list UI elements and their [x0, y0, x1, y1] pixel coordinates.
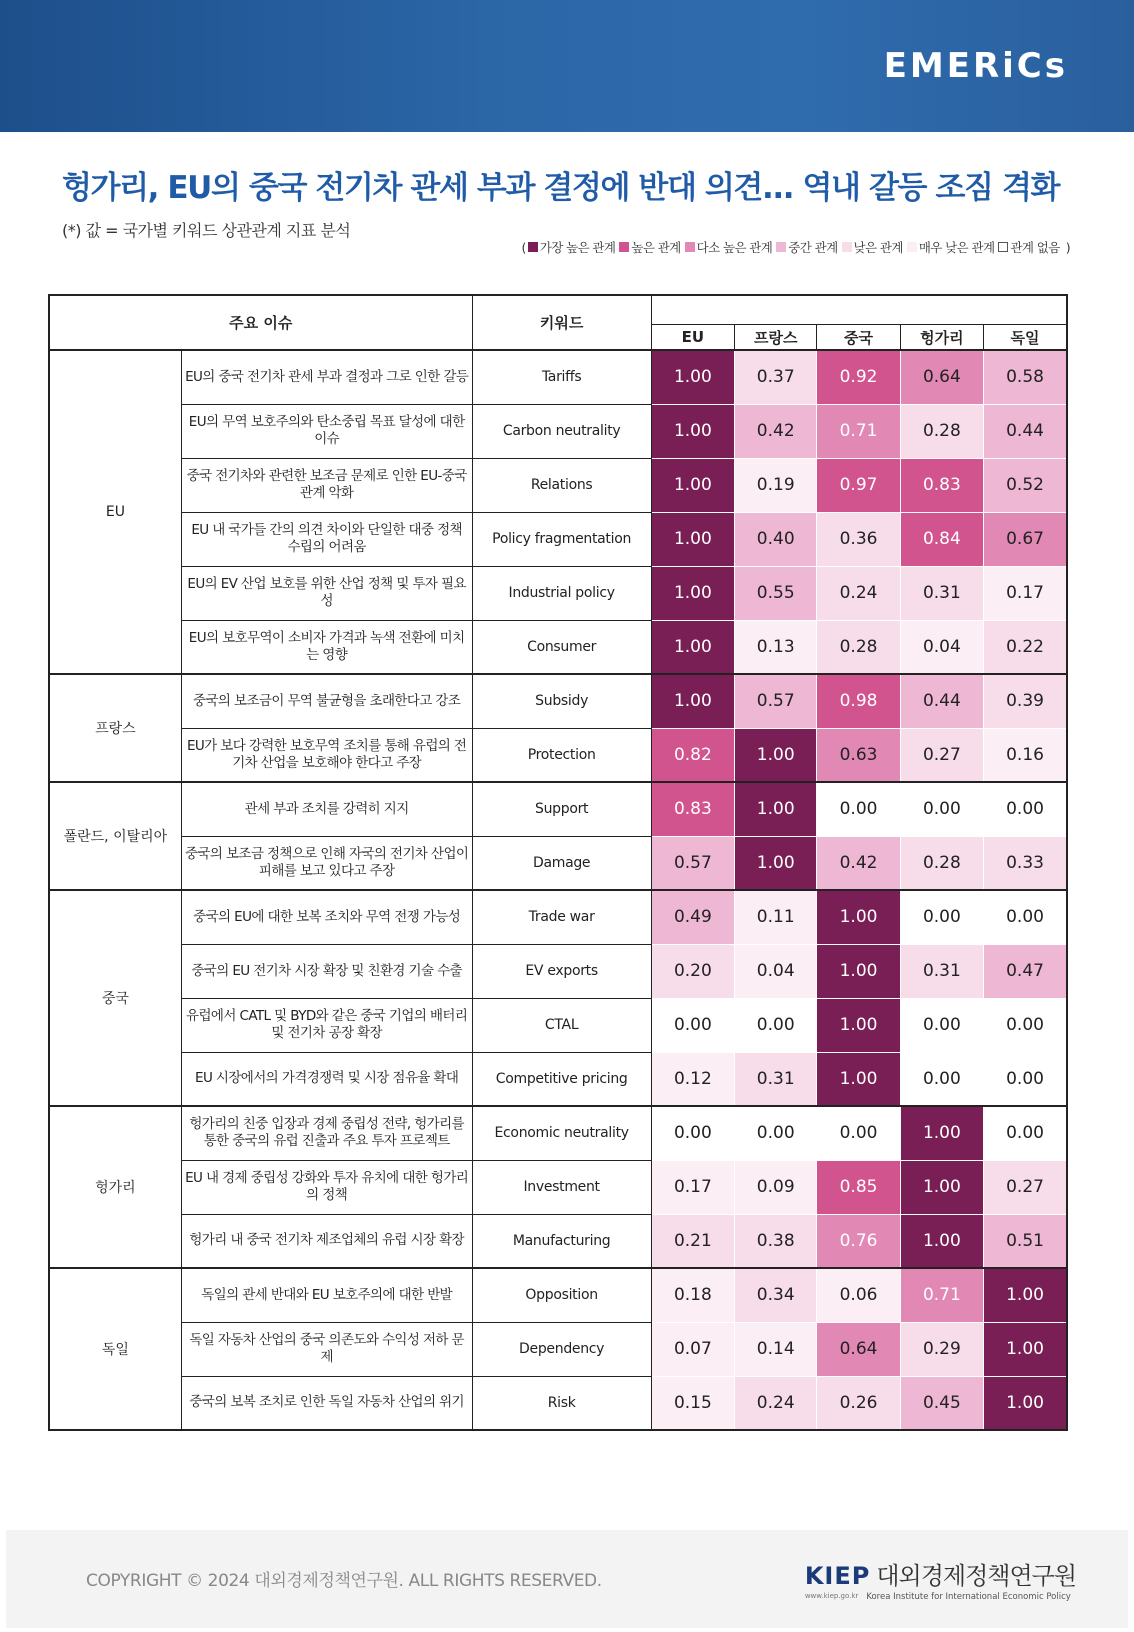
- heatmap-cell: 0.00: [817, 782, 900, 836]
- table-row: [49, 1376, 1067, 1430]
- header-country: 중국: [817, 325, 900, 351]
- heatmap-cell: 0.12: [651, 1052, 734, 1106]
- issue-cell: EU의 EV 산업 보호를 위한 산업 정책 및 투자 필요성: [181, 566, 472, 620]
- heatmap-cell: 0.64: [900, 350, 983, 404]
- heatmap-cell: 0.97: [817, 458, 900, 512]
- heatmap-cell: 0.00: [984, 890, 1067, 944]
- group-label: 폴란드, 이탈리아: [49, 782, 181, 890]
- heatmap-cell: 1.00: [735, 728, 817, 782]
- issue-cell: 중국의 EU 전기차 시장 확장 및 친환경 기술 수출: [181, 944, 472, 998]
- group-label: 독일: [49, 1268, 181, 1430]
- heatmap-cell: 1.00: [984, 1322, 1067, 1376]
- heatmap-cell: 0.31: [900, 566, 983, 620]
- heatmap-cell: 0.14: [735, 1322, 817, 1376]
- keyword-cell: Relations: [472, 458, 651, 512]
- table-row: [49, 782, 1067, 836]
- heatmap-cell: 0.83: [651, 782, 734, 836]
- legend: [519, 238, 1072, 256]
- heatmap-cell: 0.00: [984, 1106, 1067, 1160]
- heatmap-cell: 0.57: [651, 836, 734, 890]
- heatmap-cell: 0.98: [817, 674, 900, 728]
- heatmap-cell: 0.55: [735, 566, 817, 620]
- legend-item: [528, 238, 616, 256]
- legend-swatch: [907, 242, 917, 252]
- heatmap-cell: 1.00: [817, 890, 900, 944]
- heatmap-cell: 1.00: [651, 350, 734, 404]
- heatmap-cell: 1.00: [817, 944, 900, 998]
- heatmap-cell: 0.58: [984, 350, 1067, 404]
- heatmap-cell: 0.00: [900, 1052, 983, 1106]
- heatmap-cell: 0.26: [817, 1376, 900, 1430]
- heatmap-cell: 0.92: [817, 350, 900, 404]
- heatmap-cell: 0.00: [900, 890, 983, 944]
- issue-cell: 중국의 EU에 대한 보복 조치와 무역 전쟁 가능성: [181, 890, 472, 944]
- page-title: 헝가리, EU의 중국 전기차 관세 부과 결정에 반대 의견... 역내 갈등 조짐 격화: [62, 170, 1060, 206]
- legend-swatch: [776, 242, 786, 252]
- heatmap-cell: 0.15: [651, 1376, 734, 1430]
- heatmap-cell: 0.11: [735, 890, 817, 944]
- heatmap-cell: 0.45: [900, 1376, 983, 1430]
- kiep-logo: KIEP: [804, 1562, 871, 1590]
- heatmap-cell: 0.06: [817, 1268, 900, 1322]
- heatmap-cell: 0.13: [735, 620, 817, 674]
- issue-cell: 관세 부과 조치를 강력히 지지: [181, 782, 472, 836]
- heatmap-cell: 0.36: [817, 512, 900, 566]
- legend-swatch: [998, 242, 1008, 252]
- table-row: [49, 350, 1067, 404]
- heatmap-cell: 0.83: [900, 458, 983, 512]
- heatmap-cell: 0.04: [900, 620, 983, 674]
- table-row: [49, 1268, 1067, 1322]
- group-label: 헝가리: [49, 1106, 181, 1268]
- heatmap-cell: 0.00: [984, 782, 1067, 836]
- heatmap-cell: 0.17: [651, 1160, 734, 1214]
- heatmap-cell: 0.27: [900, 728, 983, 782]
- copyright-text: COPYRIGHT © 2024 대외경제정책연구원. ALL RIGHTS RESERVED.: [86, 1571, 602, 1591]
- legend-label: 낮은 관계: [853, 240, 903, 255]
- heatmap-cell: 0.00: [735, 1106, 817, 1160]
- table-row: [49, 890, 1067, 944]
- header-country: 프랑스: [735, 325, 817, 351]
- heatmap-cell: 0.39: [984, 674, 1067, 728]
- legend-swatch: [528, 242, 538, 252]
- keyword-cell: Carbon neutrality: [472, 404, 651, 458]
- heatmap-cell: 0.00: [984, 1052, 1067, 1106]
- heatmap-cell: 0.28: [900, 404, 983, 458]
- legend-items: [528, 238, 1064, 256]
- header-keyword: 키워드: [472, 295, 651, 350]
- heatmap-cell: 1.00: [651, 620, 734, 674]
- legend-item: [619, 238, 680, 256]
- issue-cell: 독일의 관세 반대와 EU 보호주의에 대한 반발: [181, 1268, 472, 1322]
- table-row: [49, 728, 1067, 782]
- heatmap-cell: 0.28: [900, 836, 983, 890]
- heatmap-cell: 0.00: [900, 998, 983, 1052]
- group-label: 중국: [49, 890, 181, 1106]
- heatmap-cell: 0.42: [735, 404, 817, 458]
- issue-cell: EU 시장에서의 가격경쟁력 및 시장 점유율 확대: [181, 1052, 472, 1106]
- table-row: [49, 512, 1067, 566]
- header-main-issue: 주요 이슈: [49, 295, 472, 350]
- issue-cell: 유럽에서 CATL 및 BYD와 같은 중국 기업의 배터리 및 전기차 공장 확장: [181, 998, 472, 1052]
- heatmap-cell: 1.00: [651, 674, 734, 728]
- legend-label: 가장 높은 관계: [539, 240, 616, 255]
- heatmap-cell: 0.04: [735, 944, 817, 998]
- heatmap-cell: 0.57: [735, 674, 817, 728]
- legend-item: [842, 238, 903, 256]
- issue-cell: 중국의 보복 조치로 인한 독일 자동차 산업의 위기: [181, 1376, 472, 1430]
- legend-label: 매우 낮은 관계: [918, 240, 995, 255]
- heatmap-cell: 0.67: [984, 512, 1067, 566]
- heatmap-cell: 1.00: [984, 1268, 1067, 1322]
- legend-label: 중간 관계: [788, 240, 838, 255]
- table-row: [49, 836, 1067, 890]
- emerics-logo: EMERiCs: [883, 46, 1068, 86]
- heatmap-cell: 0.09: [735, 1160, 817, 1214]
- heatmap-cell: 0.19: [735, 458, 817, 512]
- heatmap-cell: 1.00: [735, 836, 817, 890]
- keyword-cell: Trade war: [472, 890, 651, 944]
- heatmap-cell: 0.07: [651, 1322, 734, 1376]
- heatmap-cell: 0.00: [651, 1106, 734, 1160]
- heatmap-cell: 0.51: [984, 1214, 1067, 1268]
- keyword-cell: Manufacturing: [472, 1214, 651, 1268]
- table-row: [49, 458, 1067, 512]
- heatmap-cell: 0.71: [900, 1268, 983, 1322]
- heatmap-cell: 0.52: [984, 458, 1067, 512]
- issue-cell: 중국의 보조금 정책으로 인해 자국의 전기차 산업이 피해를 보고 있다고 주장: [181, 836, 472, 890]
- heatmap-cell: 0.18: [651, 1268, 734, 1322]
- heatmap-cell: 0.00: [984, 998, 1067, 1052]
- heatmap-cell: 0.44: [984, 404, 1067, 458]
- header-country: EU: [651, 325, 734, 351]
- heatmap-cell: 0.16: [984, 728, 1067, 782]
- heatmap-cell: 0.47: [984, 944, 1067, 998]
- group-label: EU: [49, 350, 181, 674]
- heatmap-cell: 1.00: [900, 1160, 983, 1214]
- heatmap-cell: 0.84: [900, 512, 983, 566]
- heatmap-cell: 0.31: [735, 1052, 817, 1106]
- heatmap-cell: 0.42: [817, 836, 900, 890]
- issue-cell: EU의 무역 보호주의와 탄소중립 목표 달성에 대한 이슈: [181, 404, 472, 458]
- issue-cell: 헝가리의 친중 입장과 경제 중립성 전략, 헝가리를 통한 중국의 유럽 진출과 주요 투자 프로젝트: [181, 1106, 472, 1160]
- issue-cell: 헝가리 내 중국 전기차 제조업체의 유럽 시장 확장: [181, 1214, 472, 1268]
- heatmap-cell: 0.38: [735, 1214, 817, 1268]
- keyword-cell: Tariffs: [472, 350, 651, 404]
- heatmap-cell: 0.22: [984, 620, 1067, 674]
- keyword-cell: Policy fragmentation: [472, 512, 651, 566]
- group-label: 프랑스: [49, 674, 181, 782]
- keyword-cell: Dependency: [472, 1322, 651, 1376]
- heatmap-cell: 0.64: [817, 1322, 900, 1376]
- keyword-cell: EV exports: [472, 944, 651, 998]
- legend-item: [998, 238, 1059, 256]
- heatmap-cell: 1.00: [651, 404, 734, 458]
- subtitle-note: (*) 값 = 국가별 키워드 상관관계 지표 분석: [62, 221, 351, 240]
- legend-label: 다소 높은 관계: [696, 240, 773, 255]
- keyword-cell: Risk: [472, 1376, 651, 1430]
- legend-swatch: [842, 242, 852, 252]
- table-row: [49, 1052, 1067, 1106]
- legend-swatch: [685, 242, 695, 252]
- heatmap-cell: 0.76: [817, 1214, 900, 1268]
- heatmap-cell: 0.17: [984, 566, 1067, 620]
- keyword-cell: Opposition: [472, 1268, 651, 1322]
- heatmap-cell: 0.40: [735, 512, 817, 566]
- kiep-english-name: Korea Institute for International Economic Policy: [866, 1592, 1071, 1602]
- legend-item: [685, 238, 773, 256]
- issue-cell: 중국 전기차와 관련한 보조금 문제로 인한 EU-중국 관계 악화: [181, 458, 472, 512]
- legend-swatch: [619, 242, 629, 252]
- legend-close-paren: ): [1065, 239, 1070, 255]
- heatmap-cell: 0.31: [900, 944, 983, 998]
- heatmap-cell: 1.00: [735, 782, 817, 836]
- keyword-cell: CTAL: [472, 998, 651, 1052]
- keyword-cell: Protection: [472, 728, 651, 782]
- kiep-logo-block: [805, 1556, 1076, 1602]
- table-row: [49, 1322, 1067, 1376]
- legend-label: 높은 관계: [631, 240, 681, 255]
- legend-item: [776, 238, 837, 256]
- keyword-cell: Support: [472, 782, 651, 836]
- heatmap-cell: 0.00: [651, 998, 734, 1052]
- heatmap-cell: 0.21: [651, 1214, 734, 1268]
- heatmap-cell: 1.00: [817, 1052, 900, 1106]
- heatmap-cell: 0.00: [817, 1106, 900, 1160]
- heatmap-cell: 1.00: [817, 998, 900, 1052]
- issue-cell: EU 내 국가들 간의 의견 차이와 단일한 대중 정책 수립의 어려움: [181, 512, 472, 566]
- heatmap-cell: 0.82: [651, 728, 734, 782]
- heatmap-cell: 0.71: [817, 404, 900, 458]
- keyword-cell: Industrial policy: [472, 566, 651, 620]
- table-row: [49, 674, 1067, 728]
- heatmap-cell: 0.34: [735, 1268, 817, 1322]
- heatmap-cell: 1.00: [651, 458, 734, 512]
- heatmap-cell: 1.00: [900, 1214, 983, 1268]
- heatmap-cell: 0.00: [735, 998, 817, 1052]
- legend-open-paren: (: [521, 239, 526, 255]
- issue-cell: EU가 보다 강력한 보호무역 조치를 통해 유럽의 전기차 산업을 보호해야 한다고 주장: [181, 728, 472, 782]
- correlation-matrix: [48, 294, 1068, 1431]
- heatmap-cell: 0.24: [817, 566, 900, 620]
- heatmap-cell: 0.85: [817, 1160, 900, 1214]
- issue-cell: EU의 중국 전기차 관세 부과 결정과 그로 인한 갈등: [181, 350, 472, 404]
- table-row: [49, 1214, 1067, 1268]
- heatmap-cell: 0.29: [900, 1322, 983, 1376]
- table-row: [49, 566, 1067, 620]
- legend-item: [907, 238, 995, 256]
- table-row: [49, 404, 1067, 458]
- keyword-cell: Economic neutrality: [472, 1106, 651, 1160]
- kiep-name: 대외경제정책연구원: [876, 1562, 1076, 1590]
- heatmap-cell: 1.00: [984, 1376, 1067, 1430]
- keyword-cell: Competitive pricing: [472, 1052, 651, 1106]
- keyword-cell: Investment: [472, 1160, 651, 1214]
- table-row: [49, 944, 1067, 998]
- header-country: 헝가리: [900, 325, 983, 351]
- issue-cell: EU 내 경제 중립성 강화와 투자 유치에 대한 헝가리의 정책: [181, 1160, 472, 1214]
- heatmap-cell: 0.63: [817, 728, 900, 782]
- heatmap-cell: 1.00: [651, 512, 734, 566]
- heatmap-cell: 0.44: [900, 674, 983, 728]
- heatmap-cell: 0.49: [651, 890, 734, 944]
- kiep-url: www.kiep.go.kr: [804, 1592, 859, 1600]
- heatmap-cell: 0.24: [735, 1376, 817, 1430]
- heatmap-cell: 0.00: [900, 782, 983, 836]
- heatmap-cell: 0.37: [735, 350, 817, 404]
- legend-label: 관계 없음: [1010, 240, 1060, 255]
- heatmap-cell: 0.20: [651, 944, 734, 998]
- keyword-cell: Consumer: [472, 620, 651, 674]
- keyword-cell: Damage: [472, 836, 651, 890]
- table-row: [49, 998, 1067, 1052]
- heatmap-cell: 1.00: [900, 1106, 983, 1160]
- keyword-cell: Subsidy: [472, 674, 651, 728]
- heatmap-cell: 0.27: [984, 1160, 1067, 1214]
- heatmap-cell: 1.00: [651, 566, 734, 620]
- table-row: [49, 620, 1067, 674]
- header-country: 독일: [984, 325, 1067, 351]
- header-country-spacer: [651, 295, 1067, 325]
- heatmap-cell: 0.28: [817, 620, 900, 674]
- issue-cell: 중국의 보조금이 무역 불균형을 초래한다고 강조: [181, 674, 472, 728]
- table-row: [49, 1106, 1067, 1160]
- issue-cell: 독일 자동차 산업의 중국 의존도와 수익성 저하 문제: [181, 1322, 472, 1376]
- heatmap-cell: 0.33: [984, 836, 1067, 890]
- table-row: [49, 1160, 1067, 1214]
- issue-cell: EU의 보호무역이 소비자 가격과 녹색 전환에 미치는 영향: [181, 620, 472, 674]
